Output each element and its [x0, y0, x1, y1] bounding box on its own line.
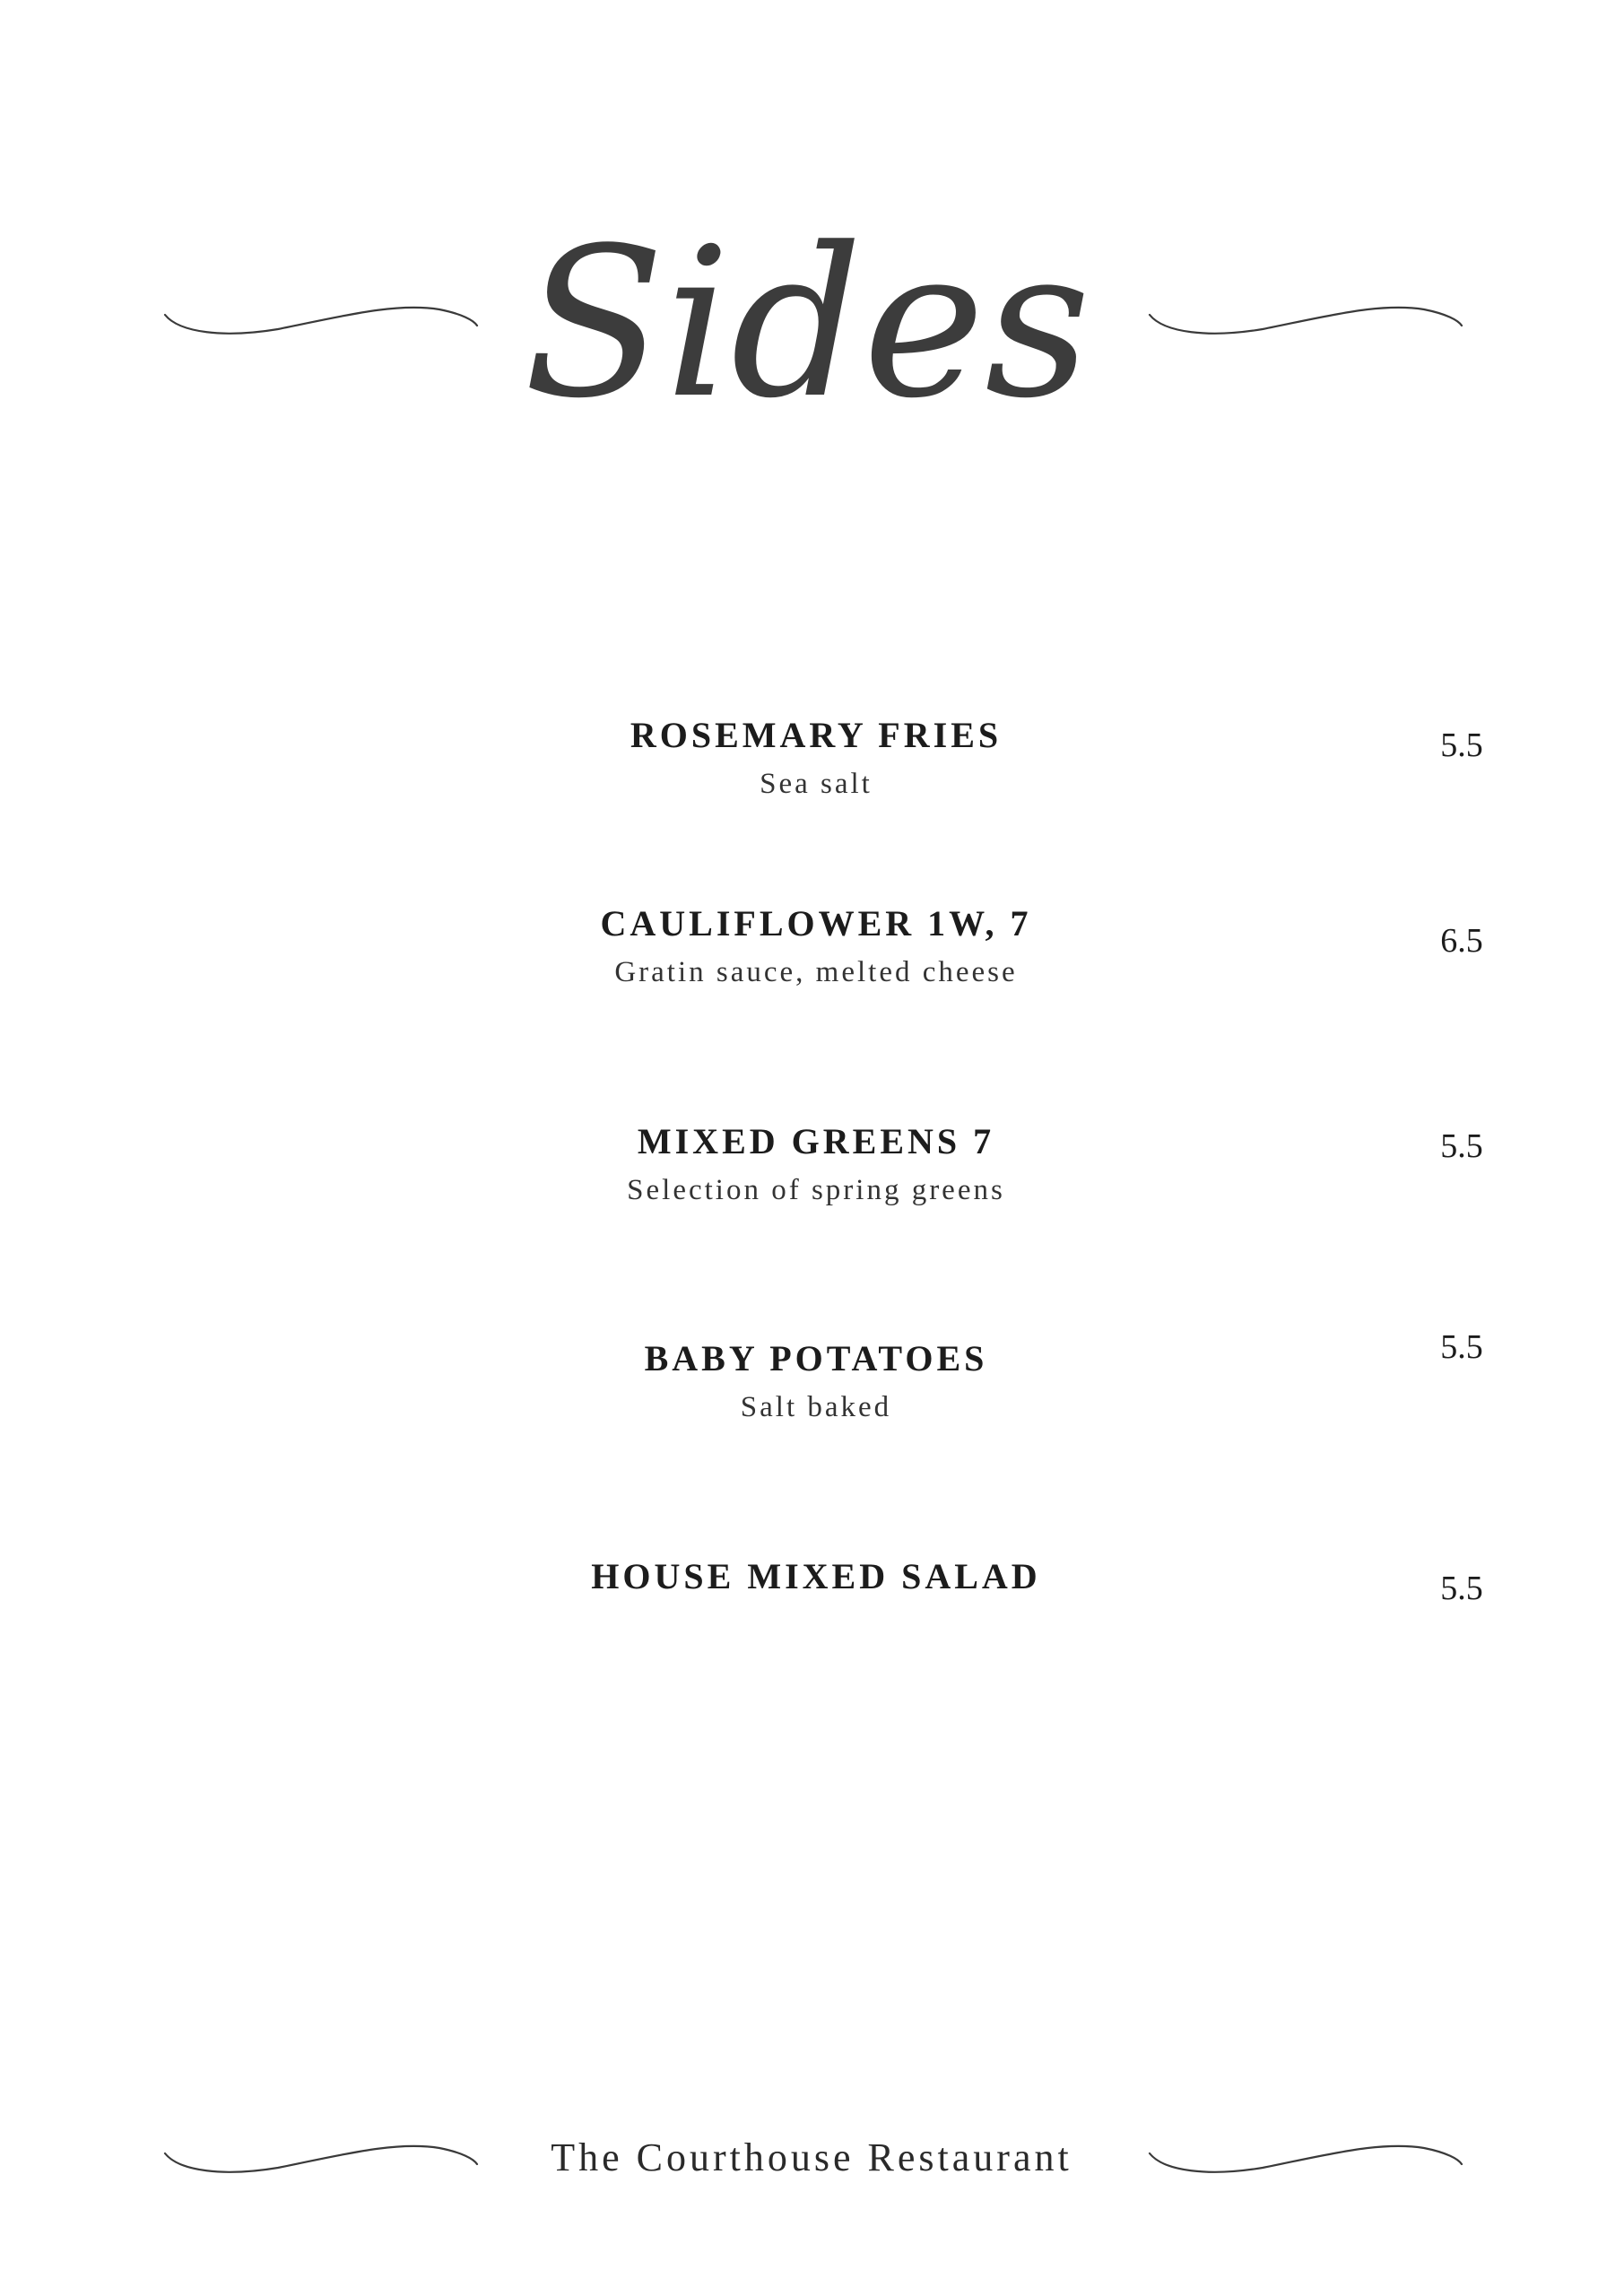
menu-item-name: BABY POTATOES	[644, 1338, 988, 1378]
menu-item-price: 5.5	[1440, 1570, 1483, 1607]
left-footer-flourish	[161, 2130, 484, 2184]
left-header-flourish	[161, 291, 484, 345]
menu-item-name: MIXED GREENS 7	[637, 1121, 995, 1161]
menu-item-description: Selection of spring greens	[627, 1174, 1005, 1206]
menu-item-description: Sea salt	[760, 768, 873, 800]
page-title-text: Sides	[523, 204, 1091, 444]
footer-restaurant-name: The Courthouse Restaurant	[551, 2135, 1073, 2179]
right-header-flourish	[1146, 291, 1469, 345]
menu-item-description: Gratin sauce, melted cheese	[614, 956, 1018, 988]
menu-item-description: Salt baked	[740, 1391, 892, 1423]
right-footer-flourish	[1146, 2130, 1469, 2184]
menu-item-price: 5.5	[1440, 726, 1483, 764]
menu-item-name: ROSEMARY FRIES	[630, 715, 1003, 755]
menu-item-price: 6.5	[1440, 922, 1483, 960]
page-title	[523, 170, 1091, 475]
menu-item-price: 5.5	[1440, 1127, 1483, 1165]
menu-item-name: CAULIFLOWER 1W, 7	[600, 903, 1032, 944]
menu-item-name: HOUSE MIXED SALAD	[591, 1556, 1041, 1596]
menu-item-price: 5.5	[1440, 1328, 1483, 1366]
